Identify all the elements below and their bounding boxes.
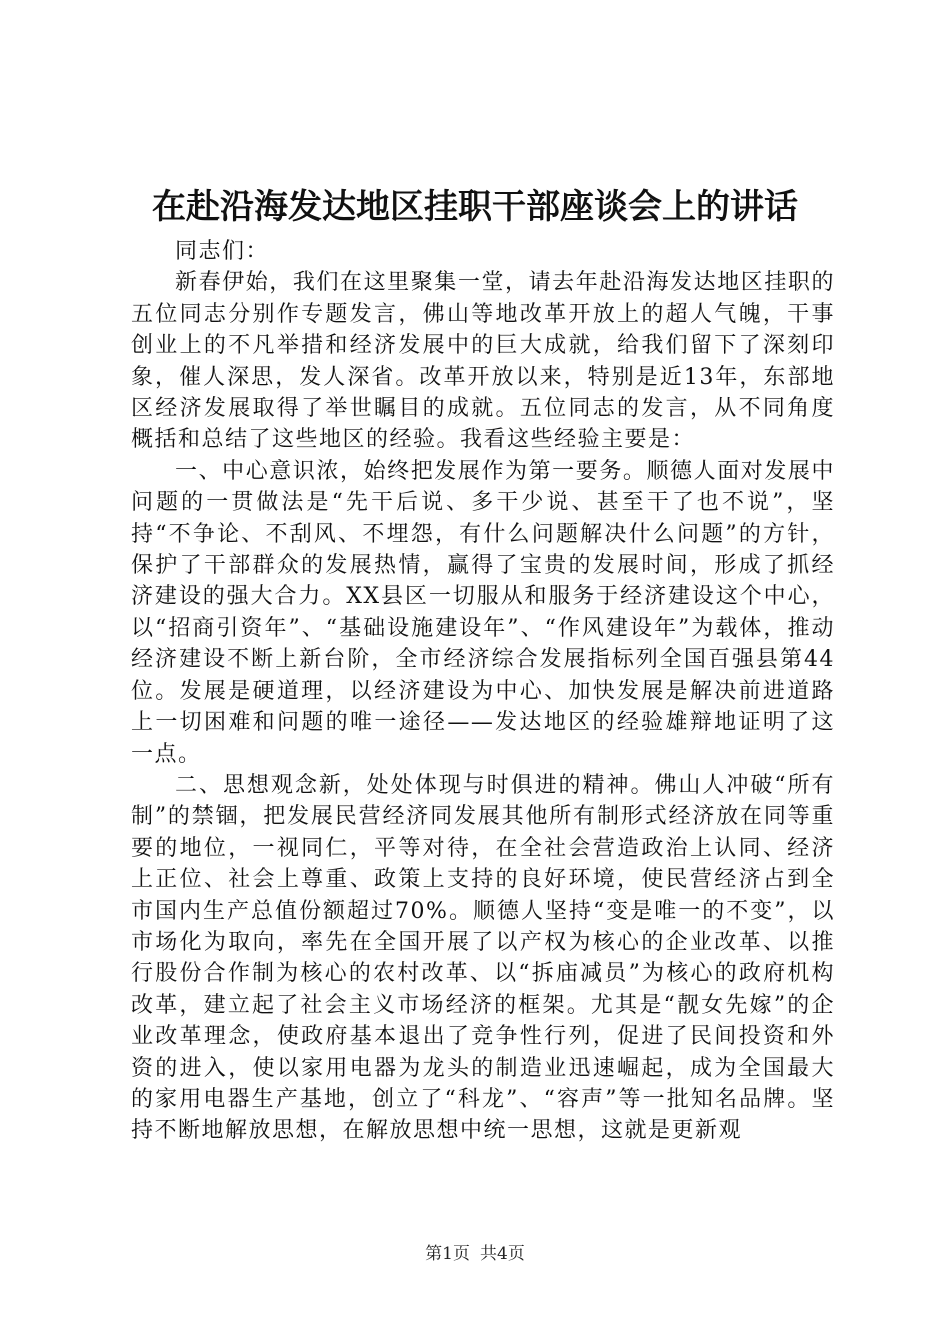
paragraph-point-2: 二、思想观念新，处处体现与时俱进的精神。佛山人冲破“所有制”的禁锢，把发展民营经济同发展其他所有制形式经济放在同等重要的地位，一视同仁，平等对待，在全社会营造政治上认同、经济上正位、社会上尊重、政策上支持的良好环境，使民营经济占到全市国内生产总值份额超过70%。顺德人坚持“变是唯一的不变”，以市场化为取向，率先在全国开展了以产权为核心的企业改革、以推行股份合作制为核心的农村改革、以“拆庙减员”为核心的政府机构改革，建立起了社会主义市场经济的框架。尤其是“靓女先嫁”的企业改革理念，使政府基本退出了竞争性行列，促进了民间投资和外资的进入，使以家用电器为龙头的制造业迅速崛起，成为全国最大的家用电器生产基地，创立了“科龙”、“容声”等一批知名品牌。坚持不断地解放思想，在解放思想中统一思想，这就是更新观 [131, 772, 835, 1144]
document-body [131, 236, 835, 1147]
document-title: 在赴沿海发达地区挂职干部座谈会上的讲话 [152, 187, 798, 227]
page-total: 共4页 [480, 1244, 525, 1264]
page-footer [0, 1242, 950, 1266]
salutation: 同志们： [175, 239, 270, 264]
page-number: 第1页 [425, 1244, 470, 1264]
paragraph-point-1: 一、中心意识浓，始终把发展作为第一要务。顺德人面对发展中问题的一贯做法是“先干后说、多干少说、甚至干了也不说”，坚持“不争论、不刮风、不埋怨，有什么问题解决什么问题”的方针，保护了干部群众的发展热情，赢得了宝贵的发展时间，形成了抓经济建设的强大合力。XX县区一切服从和服务于经济建设这个中心，以“招商引资年”、“基础设施建设年”、“作风建设年”为载体，推动经济建设不断上新台阶，全市经济综合发展指标列全国百强县第44位。发展是硬道理，以经济建设为中心、加快发展是解决前进道路上一切困难和问题的唯一途径——发达地区的经验雄辩地证明了这一点。 [131, 458, 836, 767]
paragraph-intro: 新春伊始，我们在这里聚集一堂，请去年赴沿海发达地区挂职的五位同志分别作专题发言，佛山等地改革开放上的超人气魄，干事创业上的不凡举措和经济发展中的巨大成就，给我们留下了深刻印象，催人深思，发人深省。改革开放以来，特别是近13年，东部地区经济发展取得了举世瞩目的成就。五位同志的发言，从不同角度概括和总结了这些地区的经验。我看这些经验主要是： [131, 270, 835, 453]
